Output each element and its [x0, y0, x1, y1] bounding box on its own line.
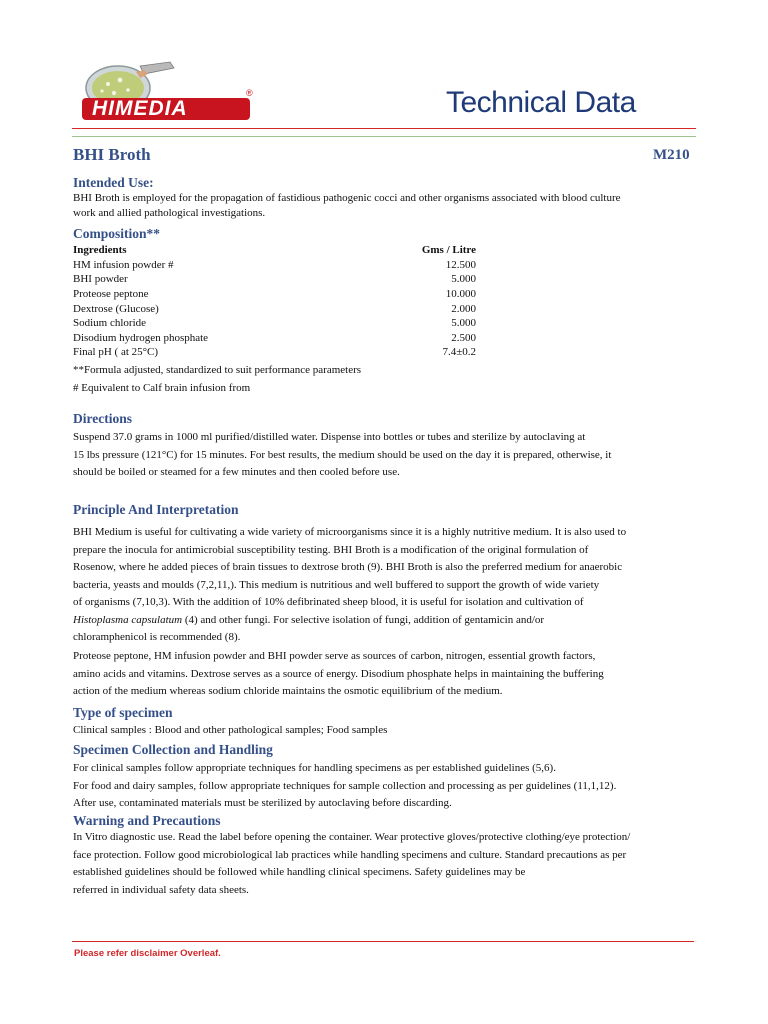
principle-line	[73, 612, 701, 630]
ingredient-amount: 5.000	[451, 317, 476, 330]
principle-line-rest: (4) and other fungi. For selective isolation of fungi, addition of gentamicin and/or	[182, 613, 545, 626]
warning-text	[73, 829, 718, 899]
directions-line: 15 lbs pressure (121°C) for 15 minutes. For best results, the medium should be used on the day it is prepared, otherwise, it	[73, 448, 612, 461]
amount-column-header: Gms / Litre	[421, 244, 476, 257]
ingredient-amount: 2.500	[451, 331, 476, 344]
warning-line: face protection. Follow good microbiological lab practices while handling specimens and culture. Standard precautions as per	[73, 848, 627, 861]
ingredient-name: Disodium hydrogen phosphate	[73, 331, 209, 344]
ingredient-name: Sodium chloride	[73, 317, 147, 330]
ingredients-column-header: Ingredients	[73, 244, 127, 257]
intended-use-line: work and allied pathological investigations.	[73, 207, 266, 219]
table-row	[73, 287, 478, 302]
composition-heading: Composition**	[73, 226, 161, 241]
intended-use-text	[73, 191, 703, 221]
principle-line: of organisms (7,10,3). With the addition of 10% defibrinated sheep blood, it is useful for isolation and cultivation of	[73, 596, 584, 608]
principle-line: action of the medium whereas sodium chloride maintains the osmotic equilibrium of the medium.	[73, 685, 503, 697]
ingredient-amount: 12.500	[445, 258, 476, 271]
table-row	[73, 272, 478, 287]
principle-heading: Principle And Interpretation	[73, 502, 239, 517]
collection-line: After use, contaminated materials must be sterilized by autoclaving before discarding.	[73, 797, 452, 809]
principle-line: BHI Medium is useful for cultivating a wide variety of microorganisms since it is a highly nutritive medium. It is also used to	[73, 526, 627, 538]
table-header-row	[73, 243, 478, 258]
principle-line: Proteose peptone, HM infusion powder and BHI powder serve as sources of carbon, nitrogen, essential growth factors,	[73, 650, 596, 662]
principle-line: prepare the inocula for antimicrobial susceptibility testing. BHI Broth is a modification of the original formulation of	[73, 543, 589, 556]
species-name: Histoplasma capsulatum	[73, 613, 183, 626]
principle-line: amino acids and vitamins. Dextrose serves as a source of energy. Disodium phosphate helps in maintaining the buffering	[73, 667, 604, 680]
directions-line: Suspend 37.0 grams in 1000 ml purified/distilled water. Dispense into bottles or tubes and sterilize by autoclaving at	[73, 431, 586, 443]
principle-line: bacteria, yeasts and moulds (7,2,11,). This medium is nutritious and well buffered to support the growth of wide variety	[73, 578, 600, 591]
collection-line: For clinical samples follow appropriate techniques for handling specimens as per established guidelines (5,6).	[73, 762, 556, 774]
table-row	[73, 345, 478, 360]
ingredient-name: HM infusion powder #	[73, 258, 174, 271]
document-type-title: Technical Data	[446, 86, 636, 119]
intended-use-heading: Intended Use:	[73, 175, 154, 190]
collection-text	[73, 760, 723, 813]
composition-table	[73, 243, 478, 360]
ingredient-amount: 2.000	[451, 302, 476, 315]
formula-note: **Formula adjusted, standardized to suit performance parameters	[73, 364, 362, 376]
ingredient-amount: 5.000	[451, 273, 476, 286]
ingredient-amount: 7.4±0.2	[442, 346, 476, 359]
principle-line: chloramphenicol is recommended (8).	[73, 631, 241, 643]
footer-divider	[72, 941, 694, 942]
ingredient-amount: 10.000	[445, 288, 476, 301]
warning-line: established guidelines should be followed while handling clinical specimens. Safety guidelines may be	[73, 866, 526, 878]
warning-heading: Warning and Precautions	[73, 813, 221, 828]
product-name: BHI Broth	[73, 145, 151, 164]
ingredient-name: Final pH ( at 25°C)	[73, 346, 159, 359]
logo-wordmark: HIMEDIA	[92, 97, 188, 120]
directions-text	[73, 429, 693, 482]
warning-line: In Vitro diagnostic use. Read the label before opening the container. Wear protective gloves/protective clothing/eye protection/	[73, 831, 631, 843]
principle-paragraph-1	[73, 524, 701, 647]
directions-line: should be boiled or steamed for a few minutes and then cooled before use.	[73, 466, 400, 478]
header-divider	[72, 128, 696, 129]
principle-line: Rosenow, where he added pieces of brain tissues to dextrose broth (9). BHI Broth is also the preferred medium for anaerobic	[73, 561, 623, 573]
table-row	[73, 316, 478, 331]
header-divider-secondary	[72, 136, 696, 137]
product-code: M210	[653, 147, 690, 163]
ingredient-name: Proteose peptone	[73, 288, 149, 301]
specimen-type-heading: Type of specimen	[73, 705, 173, 720]
himedia-logo	[78, 60, 258, 132]
ingredient-name: BHI powder	[73, 273, 128, 286]
collection-heading: Specimen Collection and Handling	[73, 742, 273, 757]
registered-mark: ®	[246, 88, 253, 98]
petri-dish-logo-icon	[78, 60, 258, 132]
specimen-type-text: Clinical samples : Blood and other pathological samples; Food samples	[73, 724, 388, 736]
table-row	[73, 331, 478, 346]
ingredient-name: Dextrose (Glucose)	[73, 302, 159, 315]
disclaimer-note: Please refer disclaimer Overleaf.	[74, 948, 221, 959]
collection-line: For food and dairy samples, follow appropriate techniques for sample collection and processing as per guidelines (11,1,12).	[73, 779, 617, 792]
table-row	[73, 258, 478, 273]
principle-paragraph-2	[73, 648, 701, 701]
infusion-note: # Equivalent to Calf brain infusion from	[73, 382, 251, 394]
intended-use-line: BHI Broth is employed for the propagation of fastidious pathogenic cocci and other organisms associated with blood culture	[73, 192, 621, 204]
warning-line: referred in individual safety data sheets.	[73, 883, 249, 896]
directions-heading: Directions	[73, 411, 132, 426]
table-row	[73, 301, 478, 316]
